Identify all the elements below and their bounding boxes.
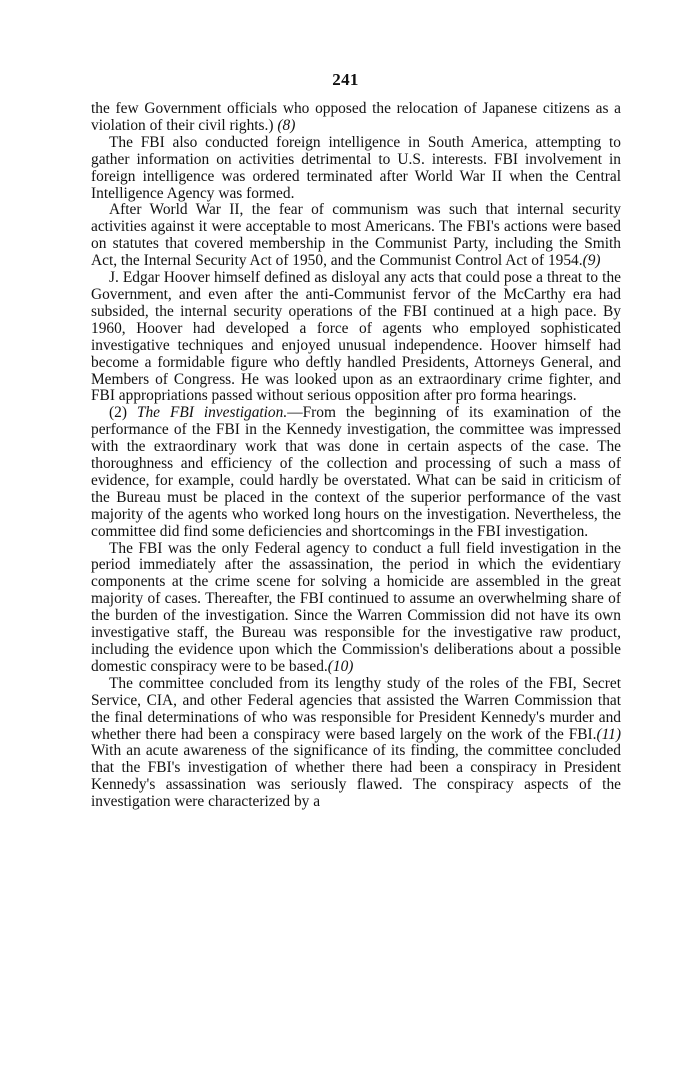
footnote-citation: (10) bbox=[327, 657, 354, 675]
paragraph bbox=[91, 202, 621, 270]
body-text bbox=[91, 101, 621, 811]
paragraph bbox=[91, 101, 621, 135]
page-number: 241 bbox=[332, 70, 359, 89]
paragraph-text-continued: With an acute awareness of the significance of its finding, the committee concluded that the FBI's investigation of whether there had been a conspiracy in President Kennedy's assassination was seriously flawed. The conspiracy aspects of the investigation were characterized by a bbox=[91, 742, 621, 811]
paragraph bbox=[91, 405, 621, 540]
paragraph bbox=[91, 270, 621, 405]
paragraph bbox=[91, 541, 621, 676]
paragraph bbox=[91, 676, 621, 811]
paragraph-text: The FBI was the only Federal agency to conduct a full field investigation in the period immediately after the assassination, the period in which the evidentiary components at the crime scene for solving a homicide are assembled in the great majority of cases. Thereafter, the FBI continued to assume an overwhelming share of the burden of the investigation. Since the Warren Commission did not have its own investigative staff, the Bureau was responsible for the investigative raw product, including the evidence upon which the Commission's deliberations about a possible domestic conspiracy were to be based. bbox=[91, 539, 621, 675]
paragraph-text: the few Government officials who opposed the relocation of Japanese citizens as a violation of their civil rights.) bbox=[91, 100, 621, 134]
section-heading: The FBI investigation. bbox=[136, 404, 288, 422]
footnote-citation: (9) bbox=[582, 252, 601, 270]
footnote-citation: (8) bbox=[277, 116, 296, 134]
paragraph-text: —From the beginning of its examination of the performance of the FBI in the Kennedy investigation, the committee was impressed with the extraordinary work that was done in certain aspects of the case. The thoroughness and efficiency of the collection and processing of such a mass of evidence, for example, could hardly be overstated. What can be said in criticism of the Bureau must be placed in the context of the superior performance of the vast majority of the agents who worked long hours on the investigation. Nevertheless, the committee did find some deficiencies and shortcomings in the FBI investigation. bbox=[91, 404, 621, 540]
section-number: (2) bbox=[109, 404, 127, 422]
paragraph bbox=[91, 135, 621, 203]
paragraph-text: The FBI also conducted foreign intelligence in South America, attempting to gather information on activities detrimental to U.S. interests. FBI involvement in foreign intelligence was ordered terminated after World War II when the Central Intelligence Agency was formed. bbox=[91, 133, 621, 202]
paragraph-text: The committee concluded from its lengthy study of the roles of the FBI, Secret Service, CIA, and other Federal agencies that assisted the Warren Commission that the final determinations of who was responsible for President Kennedy's murder and whether there had been a conspiracy were based largely on the work of the FBI. bbox=[91, 674, 621, 743]
paragraph-text: After World War II, the fear of communism was such that internal security activities against it were acceptable to most Americans. The FBI's actions were based on statutes that covered membership in the Communist Party, including the Smith Act, the Internal Security Act of 1950, and the Communist Control Act of 1954. bbox=[91, 201, 621, 270]
footnote-citation: (11) bbox=[596, 725, 621, 743]
paragraph-text: J. Edgar Hoover himself defined as disloyal any acts that could pose a threat to the Government, and even after the anti-Communist fervor of the McCarthy era had subsided, the internal security operations of the FBI continued at a high pace. By 1960, Hoover had developed a force of agents who employed sophisticated investigative techniques and enjoyed unusual independence. Hoover himself had become a formidable figure who deftly handled Presidents, Attorneys General, and Members of Congress. He was looked upon as an extraordinary crime fighter, and FBI appropriations passed without serious opposition after pro forma hearings. bbox=[91, 269, 621, 405]
